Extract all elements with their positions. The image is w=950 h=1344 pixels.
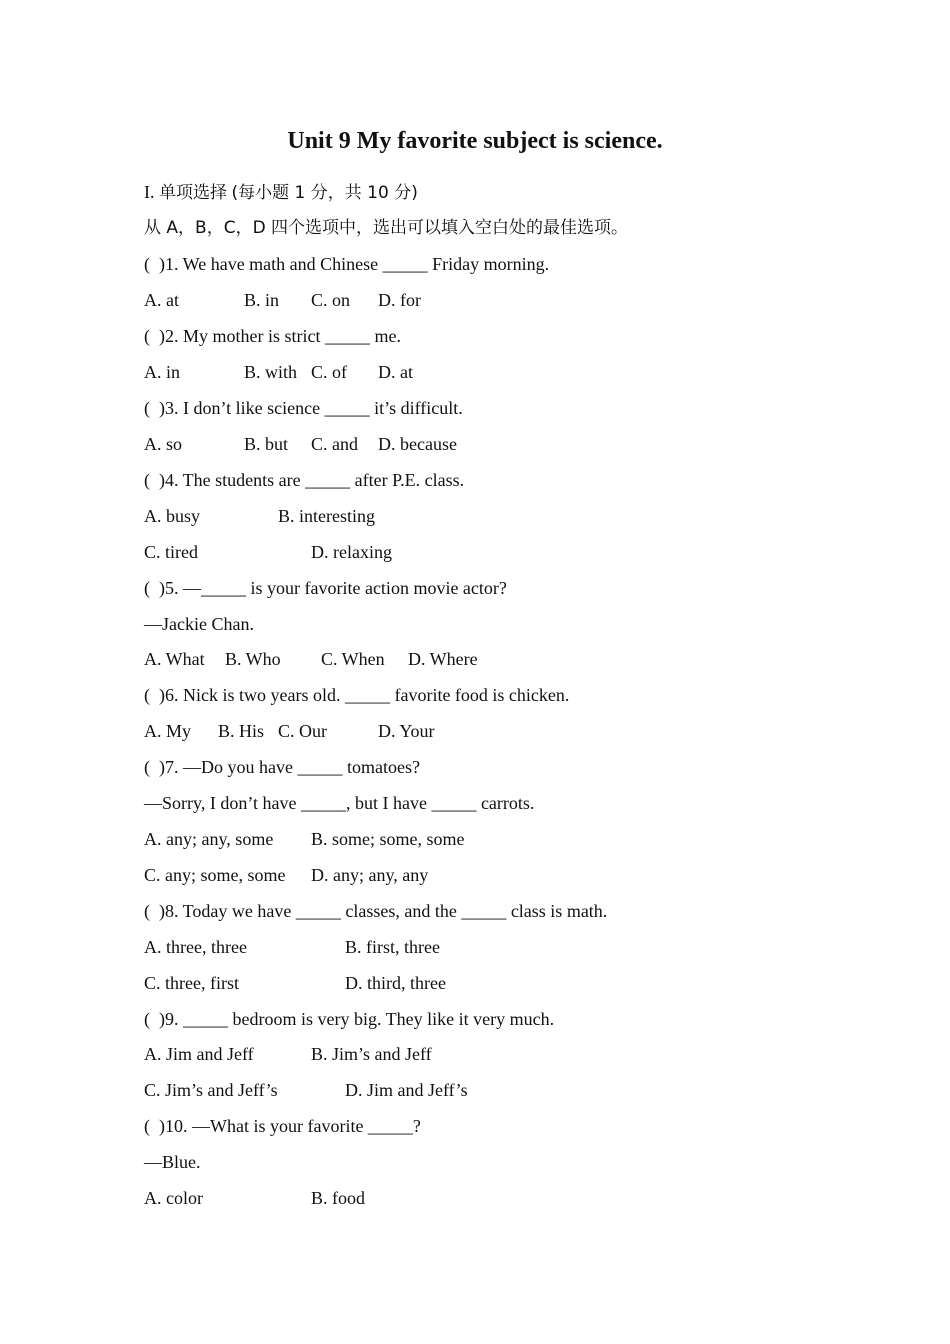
question-stem: ( )4. The students are _____ after P.E. class. xyxy=(144,470,465,490)
option: A. What xyxy=(144,649,205,669)
option: D. third, three xyxy=(345,973,446,993)
option: B. food xyxy=(311,1188,365,1208)
question-stem: ( )5. —_____ is your favorite action movie actor? xyxy=(144,578,507,598)
option: A. color xyxy=(144,1188,203,1208)
question-stem: ( )7. —Do you have _____ tomatoes? xyxy=(144,757,420,777)
option: C. any; some, some xyxy=(144,865,286,885)
option: B. interesting xyxy=(278,506,375,526)
question-stem: ( )8. Today we have _____ classes, and the _____ class is math. xyxy=(144,901,608,921)
option: D. at xyxy=(378,362,413,382)
option: B. with xyxy=(244,362,298,382)
option: C. and xyxy=(311,434,358,454)
section-heading xyxy=(144,181,418,204)
option: A. My xyxy=(144,721,192,741)
option: A. at xyxy=(144,290,179,310)
question-stem: ( )10. —What is your favorite _____? xyxy=(144,1116,421,1136)
option: D. because xyxy=(378,434,457,454)
option: B. in xyxy=(244,290,280,310)
page-title: Unit 9 My favorite subject is science. xyxy=(287,128,663,154)
option: C. of xyxy=(311,362,347,382)
option: A. Jim and Jeff xyxy=(144,1044,254,1064)
option: B. some; some, some xyxy=(311,829,465,849)
question-stem: ( )3. I don’t like science _____ it’s difficult. xyxy=(144,398,463,418)
option: B. Who xyxy=(225,649,281,669)
section-score: (每小题 1 分，共 10 分) xyxy=(231,183,418,203)
option: A. busy xyxy=(144,506,201,526)
option: D. relaxing xyxy=(311,542,392,562)
question-stem-line2: —Blue. xyxy=(144,1152,201,1172)
question-stem: ( )2. My mother is strict _____ me. xyxy=(144,326,401,346)
option: C. When xyxy=(321,649,385,669)
option: C. Jim’s and Jeff’s xyxy=(144,1080,278,1100)
option: A. three, three xyxy=(144,937,247,957)
question-stem-line2: —Sorry, I don’t have _____, but I have _____ carrots. xyxy=(144,793,535,813)
option: C. three, first xyxy=(144,973,239,993)
option: A. any; any, some xyxy=(144,829,274,849)
option: A. so xyxy=(144,434,183,454)
question-stem: ( )1. We have math and Chinese _____ Friday morning. xyxy=(144,254,550,274)
option: B. His xyxy=(218,721,265,741)
option: C. tired xyxy=(144,542,198,562)
option: D. for xyxy=(378,290,421,310)
question-stem: ( )6. Nick is two years old. _____ favorite food is chicken. xyxy=(144,685,570,705)
option: D. any; any, any xyxy=(311,865,429,885)
section-instruction: 从 A，B，C，D 四个选项中，选出可以填入空白处的最佳选项。 xyxy=(144,218,629,238)
option: B. but xyxy=(244,434,289,454)
section-title: 单项选择 xyxy=(159,183,227,203)
question-stem: ( )9. _____ bedroom is very big. They like it very much. xyxy=(144,1009,555,1029)
question-stem-line2: —Jackie Chan. xyxy=(144,614,254,634)
option: B. first, three xyxy=(345,937,440,957)
option: C. Our xyxy=(278,721,327,741)
section-number: I. xyxy=(144,182,159,202)
option: D. Where xyxy=(408,649,478,669)
option: C. on xyxy=(311,290,351,310)
option: A. in xyxy=(144,362,180,382)
option: D. Your xyxy=(378,721,435,741)
option: D. Jim and Jeff’s xyxy=(345,1080,468,1100)
option: B. Jim’s and Jeff xyxy=(311,1044,432,1064)
